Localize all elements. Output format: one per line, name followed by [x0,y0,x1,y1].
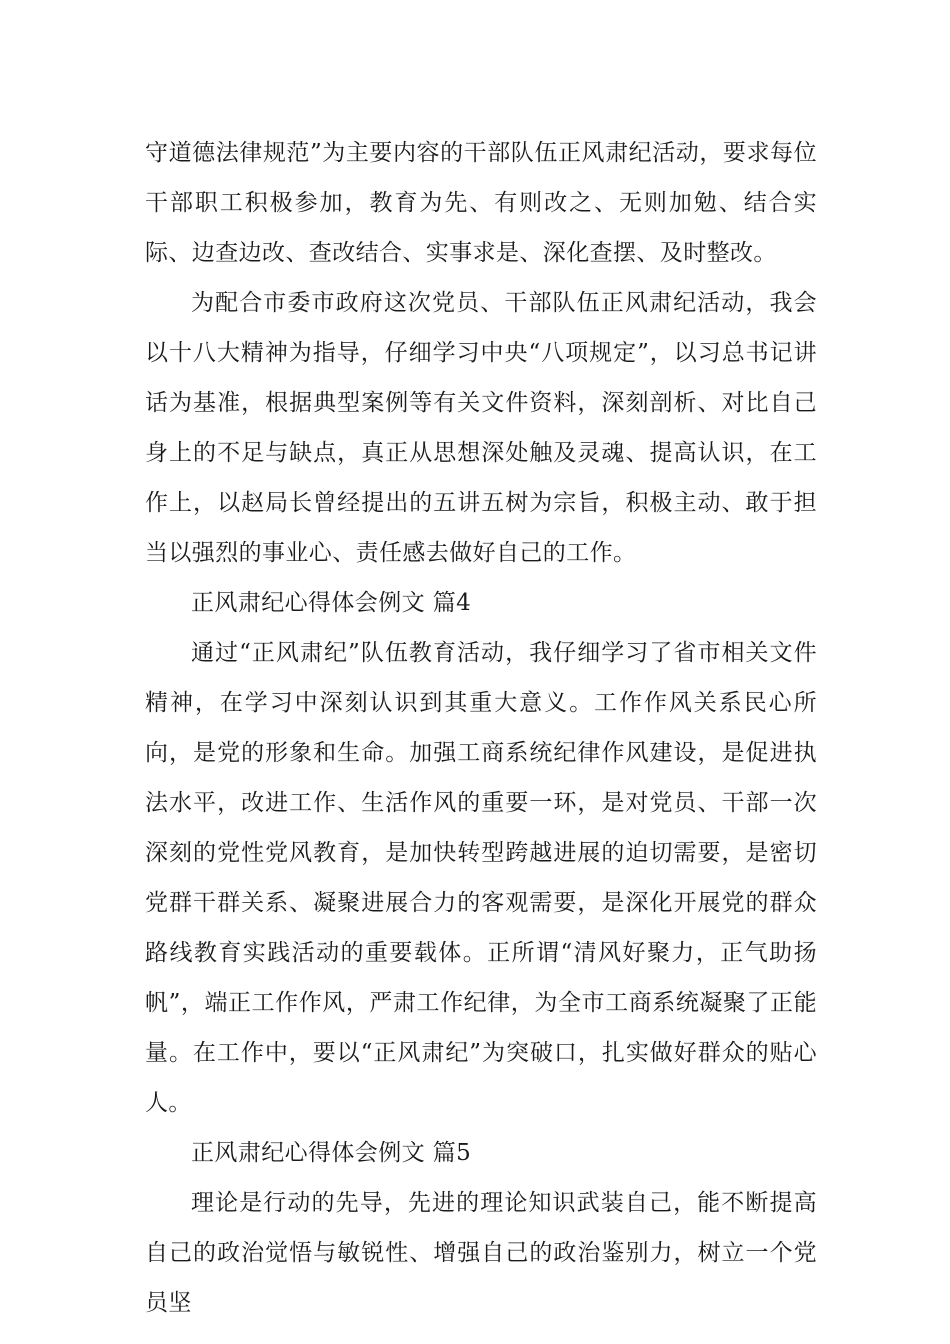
paragraph-3: 通过“正风肃纪”队伍教育活动，我仔细学习了省市相关文件精神，在学习中深刻认识到其重大意义。工作作风关系民心所向，是党的形象和生命。加强工商系统纪律作风建设，是促进执法水平，改进工作、生活作风的重要一环，是对党员、干部一次深刻的党性党风教育，是加快转型跨越进展的迫切需要，是密切党群干群关系、凝聚进展合力的客观需要，是深化开展党的群众路线教育实践活动的重要载体。正所谓“清风好聚力，正气助扬帆”，端正工作作风，严肃工作纪律，为全市工商系统凝聚了正能量。在工作中，要以“正风肃纪”为突破口，扎实做好群众的贴心人。 [145,640,817,1116]
section-heading-5: 正风肃纪心得体会例文 篇5 [191,1140,472,1166]
paragraph-4: 理论是行动的先导，先进的理论知识武装自己，能不断提高自己的政治觉悟与敏锐性、增强自己的政治鉴别力，树立一个党员坚 [145,1190,817,1316]
paragraph-1: 守道德法律规范”为主要内容的干部队伍正风肃纪活动，要求每位干部职工积极参加，教育为先、有则改之、无则加勉、结合实际、边查边改、查改结合、实事求是、深化查摆、及时整改。 [145,140,817,266]
document-body [145,128,817,1328]
section-heading-4: 正风肃纪心得体会例文 篇4 [191,590,472,616]
paragraph-2: 为配合市委市政府这次党员、干部队伍正风肃纪活动，我会以十八大精神为指导，仔细学习中央“八项规定”，以习总书记讲话为基准，根据典型案例等有关文件资料，深刻剖析、对比自己身上的不足与缺点，真正从思想深处触及灵魂、提高认识，在工作上，以赵局长曾经提出的五讲五树为宗旨，积极主动、敢于担当以强烈的事业心、责任感去做好自己的工作。 [145,290,817,566]
